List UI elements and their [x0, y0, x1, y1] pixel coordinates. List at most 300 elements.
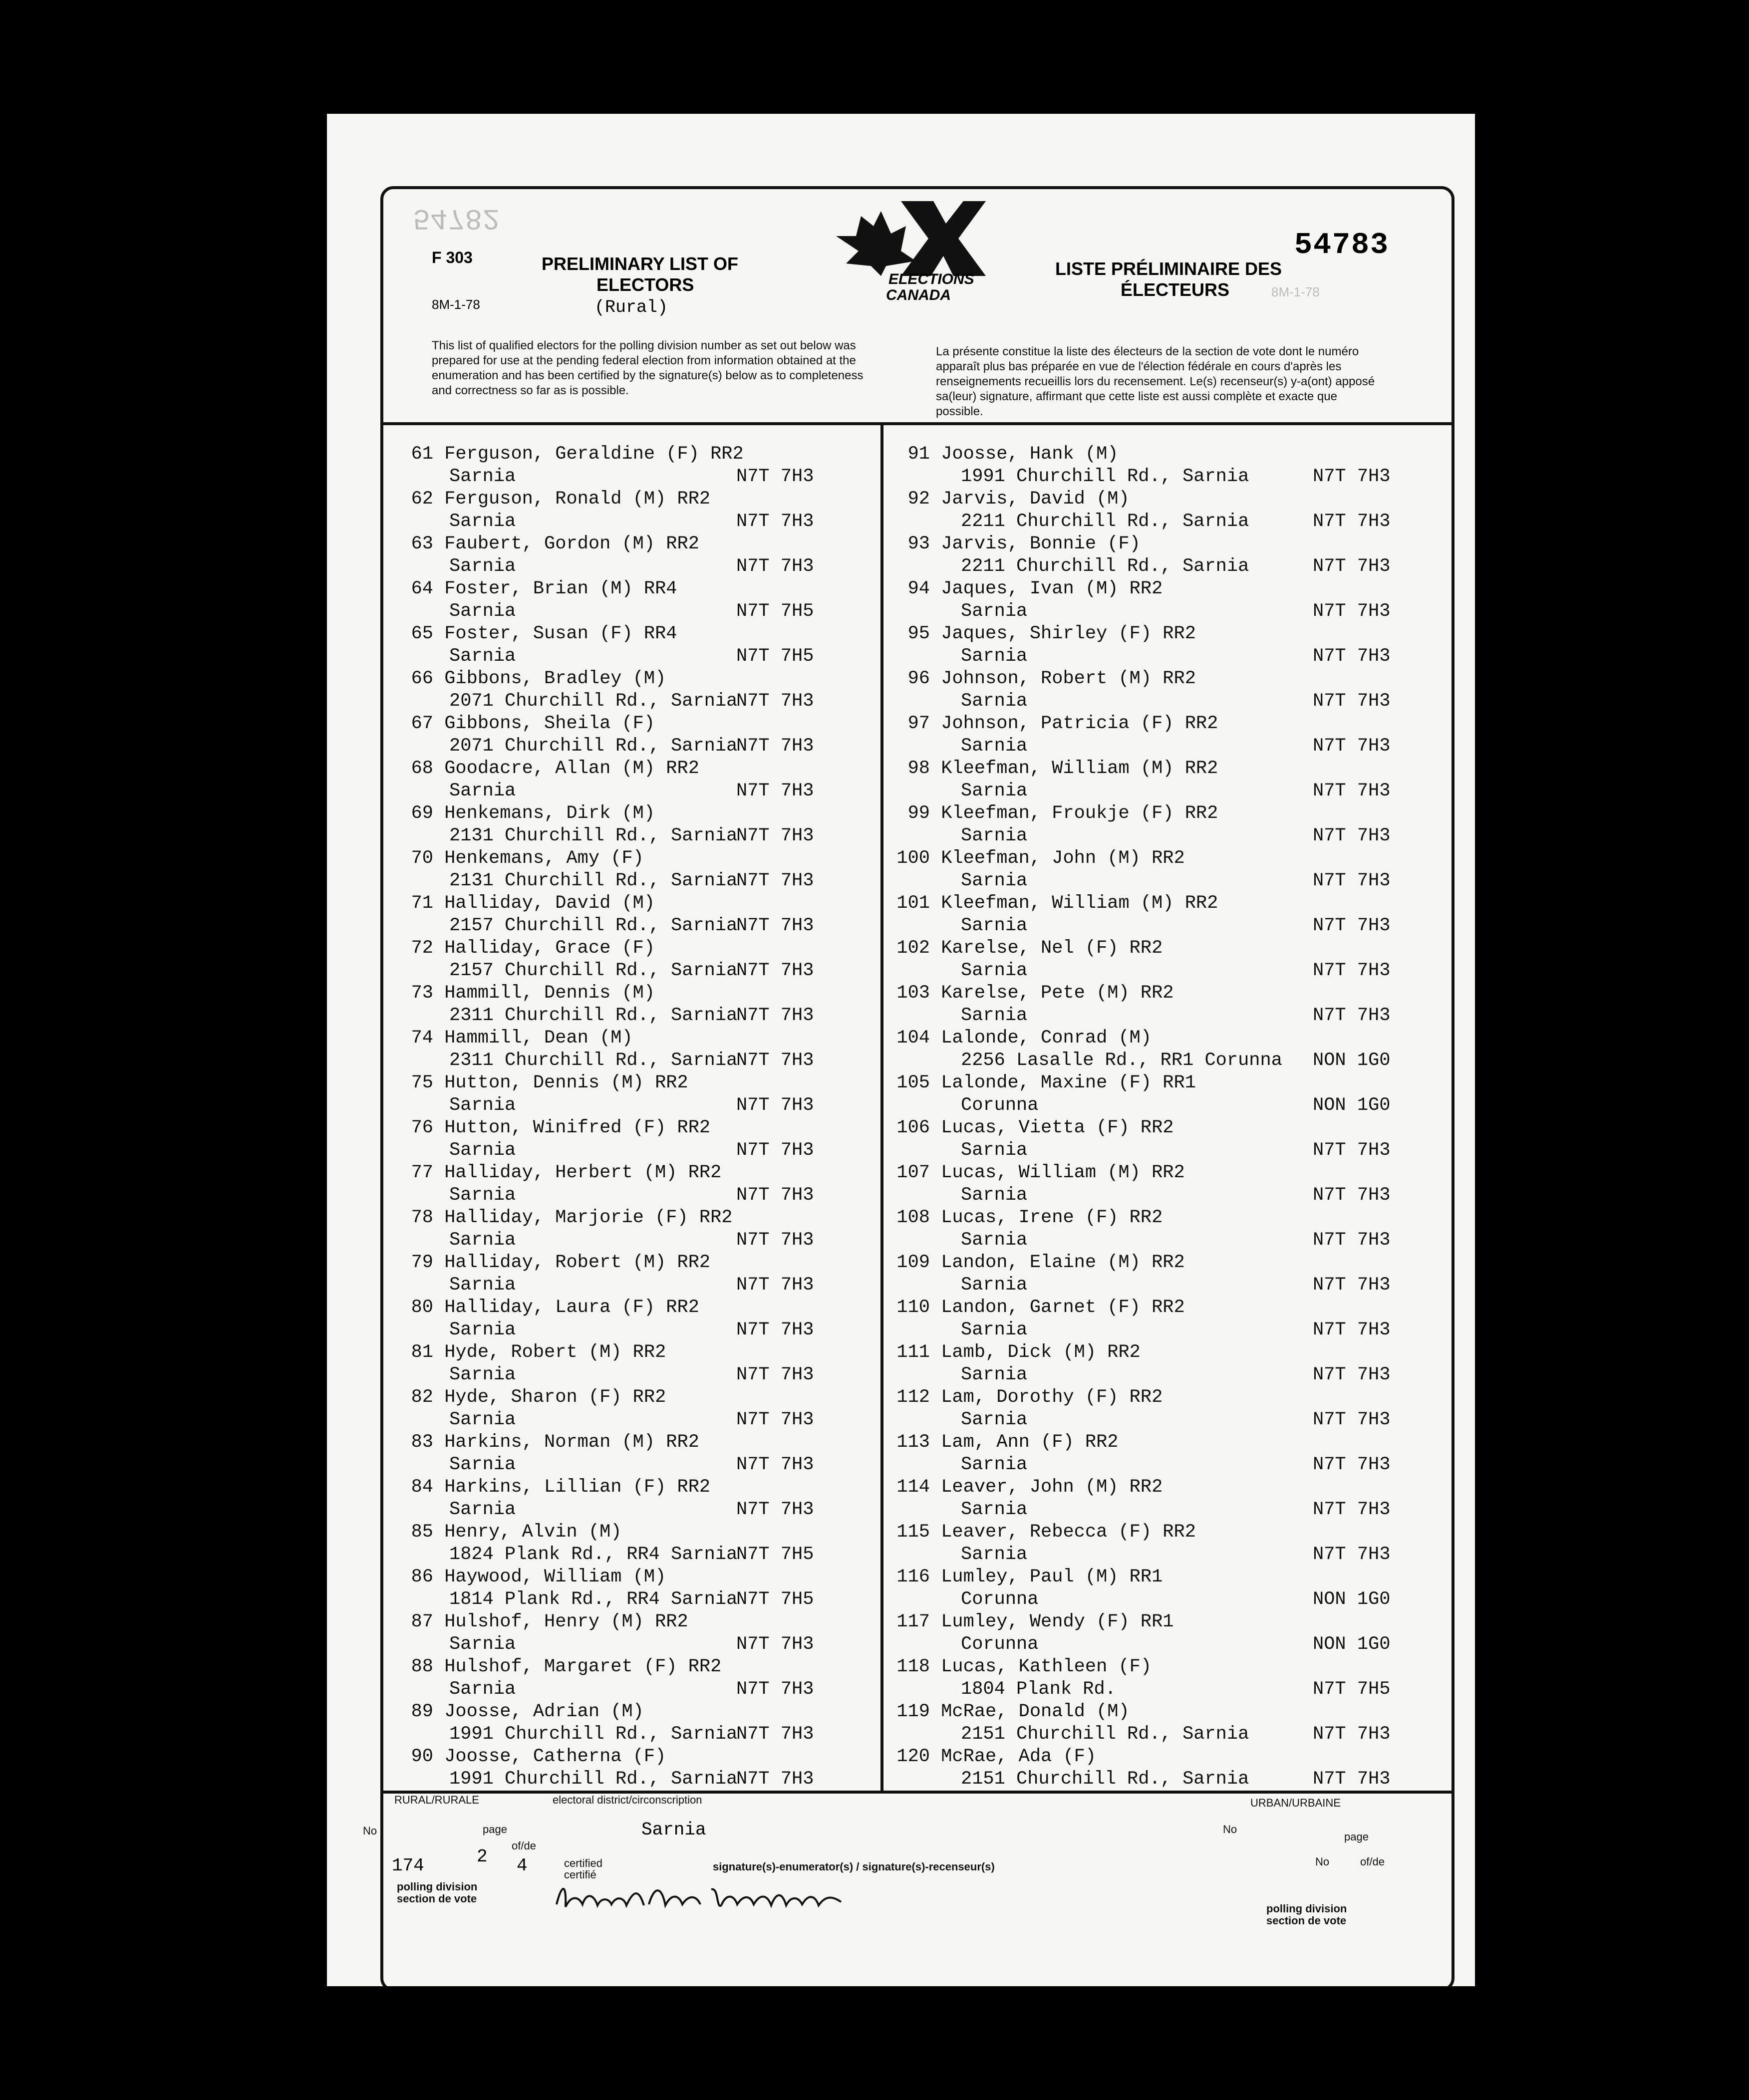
elector-number: 94	[907, 578, 930, 599]
elector-name: Henkemans, Dirk (M)	[444, 803, 655, 824]
elector-entry	[389, 1611, 836, 1656]
elector-address: Sarnia	[961, 960, 1028, 981]
of-label-left: of/de	[512, 1839, 536, 1852]
elector-name: Lucas, Irene (F) RR2	[941, 1207, 1163, 1228]
elector-address: 2256 Lasalle Rd., RR1 Corunna	[961, 1050, 1282, 1071]
elector-postal-code: N7T 7H5	[736, 646, 814, 667]
of-label-right: of/de	[1360, 1855, 1385, 1868]
elector-name: Hammill, Dennis (M)	[444, 983, 655, 1004]
elector-name: Johnson, Robert (M) RR2	[941, 668, 1196, 689]
elector-postal-code: NON 1G0	[1313, 1095, 1391, 1116]
elector-entry	[389, 892, 836, 937]
elector-address: 2151 Churchill Rd., Sarnia	[961, 1769, 1249, 1790]
elector-postal-code: N7T 7H3	[1313, 1140, 1391, 1161]
elector-address: Sarnia	[449, 511, 516, 532]
elector-address: Sarnia	[449, 1679, 516, 1700]
elector-postal-code: N7T 7H3	[1313, 646, 1391, 667]
elector-postal-code: N7T 7H3	[1313, 1724, 1391, 1745]
elector-number: 101	[896, 893, 930, 914]
elector-entry	[886, 1252, 1413, 1297]
elector-entry	[886, 668, 1413, 713]
elector-postal-code: N7T 7H3	[1313, 1769, 1391, 1790]
elector-address: 2157 Churchill Rd., Sarnia	[449, 915, 738, 936]
elector-address: Sarnia	[449, 601, 516, 622]
elector-postal-code: N7T 7H3	[736, 556, 814, 577]
elector-address: 2211 Churchill Rd., Sarnia	[961, 511, 1249, 532]
elector-number: 90	[411, 1746, 433, 1767]
elector-number: 67	[411, 713, 433, 734]
elector-postal-code: N7T 7H3	[736, 1769, 814, 1790]
form-date: 8M-1-78	[432, 297, 480, 312]
elector-address: Sarnia	[449, 1409, 516, 1430]
polling-division-value: 174	[392, 1855, 424, 1876]
elector-name: Halliday, Grace (F)	[444, 938, 655, 959]
elector-number: 85	[411, 1522, 433, 1543]
document-page	[327, 114, 1475, 1986]
elector-number: 119	[896, 1701, 930, 1722]
elector-number: 108	[896, 1207, 930, 1228]
elector-name: Leaver, Rebecca (F) RR2	[941, 1522, 1196, 1543]
elector-entry	[886, 1566, 1413, 1611]
no-label-right-2: No	[1315, 1855, 1330, 1868]
elector-postal-code: N7T 7H3	[1313, 736, 1391, 757]
elector-number: 72	[411, 938, 433, 959]
elector-number: 116	[896, 1567, 930, 1587]
elector-entry	[389, 623, 836, 668]
elector-name: Hyde, Robert (M) RR2	[444, 1342, 666, 1363]
elector-name: Halliday, Laura (F) RR2	[444, 1297, 699, 1318]
elector-address: Sarnia	[961, 691, 1028, 712]
elector-entry	[389, 1117, 836, 1162]
elector-number: 103	[896, 983, 930, 1004]
elector-address: Sarnia	[449, 1185, 516, 1206]
elector-name: Lam, Ann (F) RR2	[941, 1432, 1119, 1453]
elector-address: Sarnia	[449, 556, 516, 577]
elector-number: 110	[896, 1297, 930, 1318]
elector-entry	[886, 533, 1413, 578]
elector-name: Halliday, David (M)	[444, 893, 655, 914]
elector-entry	[389, 1386, 836, 1431]
elector-address: Sarnia	[449, 1095, 516, 1116]
elector-entry	[886, 758, 1413, 802]
elector-address: Sarnia	[961, 1005, 1028, 1026]
elector-entry	[886, 1746, 1413, 1791]
elector-address: 1991 Churchill Rd., Sarnia	[449, 1769, 738, 1790]
elector-name: Lalonde, Conrad (M)	[941, 1028, 1152, 1049]
elector-address: Sarnia	[961, 825, 1028, 846]
elector-postal-code: N7T 7H3	[736, 1275, 814, 1296]
elector-entry	[886, 1341, 1413, 1386]
elector-number: 84	[411, 1477, 433, 1498]
elector-postal-code: NON 1G0	[1313, 1050, 1391, 1071]
elector-address: Sarnia	[961, 1319, 1028, 1340]
elector-entry	[886, 1611, 1413, 1656]
serial-number: 54783	[1294, 229, 1390, 262]
elector-postal-code: N7T 7H3	[736, 1095, 814, 1116]
elector-number: 112	[896, 1387, 930, 1408]
elector-entry	[886, 1072, 1413, 1117]
elector-number: 91	[907, 444, 930, 465]
elector-name: Foster, Susan (F) RR4	[444, 623, 677, 644]
elector-number: 106	[896, 1117, 930, 1138]
elector-number: 68	[411, 758, 433, 779]
elector-entry	[389, 488, 836, 533]
elector-number: 89	[411, 1701, 433, 1722]
elector-postal-code: N7T 7H3	[1313, 1185, 1391, 1206]
elector-number: 70	[411, 848, 433, 869]
elector-entry	[886, 847, 1413, 892]
elector-name: Joosse, Hank (M)	[941, 444, 1119, 465]
page-label-right: page	[1344, 1831, 1369, 1843]
elector-name: Karelse, Nel (F) RR2	[941, 938, 1163, 959]
elector-entry	[389, 937, 836, 982]
elector-address: Sarnia	[449, 466, 516, 487]
elector-address: Sarnia	[961, 1185, 1028, 1206]
elector-number: 98	[907, 758, 930, 779]
elector-number: 74	[411, 1028, 433, 1049]
elector-name: Gibbons, Sheila (F)	[444, 713, 655, 734]
elector-entry	[886, 982, 1413, 1027]
elector-entry	[886, 578, 1413, 623]
elector-postal-code: N7T 7H3	[736, 1364, 814, 1385]
elector-postal-code: N7T 7H3	[736, 915, 814, 936]
elector-entry	[886, 443, 1413, 488]
elector-postal-code: N7T 7H3	[736, 1050, 814, 1071]
elector-address: 1804 Plank Rd.	[961, 1679, 1116, 1700]
elector-postal-code: N7T 7H3	[1313, 1275, 1391, 1296]
elector-entry	[886, 937, 1413, 982]
elector-address: Sarnia	[449, 1275, 516, 1296]
elector-entry	[389, 1162, 836, 1207]
elector-name: Henkemans, Amy (F)	[444, 848, 644, 869]
mirrored-serial: 54782	[413, 201, 500, 234]
elector-postal-code: N7T 7H3	[1313, 960, 1391, 981]
elector-entry	[389, 1072, 836, 1117]
elector-entry	[886, 1207, 1413, 1252]
elector-postal-code: N7T 7H5	[736, 1544, 814, 1565]
elector-name: Joosse, Adrian (M)	[444, 1701, 644, 1722]
elector-postal-code: N7T 7H3	[736, 1185, 814, 1206]
electors-left-column	[389, 114, 878, 1811]
elector-name: Lumley, Wendy (F) RR1	[941, 1611, 1174, 1632]
polling-label-right: polling division	[1266, 1902, 1347, 1915]
elector-postal-code: N7T 7H3	[1313, 556, 1391, 577]
elector-name: Harkins, Lillian (F) RR2	[444, 1477, 711, 1498]
elector-postal-code: N7T 7H5	[736, 1589, 814, 1610]
elector-entry	[389, 847, 836, 892]
elector-address: Sarnia	[961, 1544, 1028, 1565]
signature-label: signature(s)-enumerator(s) / signature(s)-recenseur(s)	[713, 1860, 995, 1873]
elector-address: Sarnia	[961, 1140, 1028, 1161]
elector-entry	[389, 1521, 836, 1566]
elector-postal-code: N7T 7H5	[1313, 1679, 1391, 1700]
elector-entry	[389, 533, 836, 578]
elector-address: Sarnia	[449, 1140, 516, 1161]
elector-address: 2131 Churchill Rd., Sarnia	[449, 870, 738, 891]
elector-number: 86	[411, 1567, 433, 1587]
intro-english: This list of qualified electors for the polling division number as set out below was prepared for use at the pending federal election from information obtained at the enumeration and has been certified by the signature(s) below as to completeness and correctness so far as is possible.	[432, 339, 864, 397]
elector-address: Sarnia	[961, 1364, 1028, 1385]
elector-name: Lam, Dorothy (F) RR2	[941, 1387, 1163, 1408]
elector-entry	[389, 1566, 836, 1611]
elector-number: 63	[411, 533, 433, 554]
elector-number: 81	[411, 1342, 433, 1363]
section-label-right: section de vote	[1266, 1914, 1347, 1927]
elector-name: Jarvis, Bonnie (F)	[941, 533, 1141, 554]
elector-postal-code: N7T 7H3	[736, 1005, 814, 1026]
elector-entry	[886, 623, 1413, 668]
elector-postal-code: N7T 7H3	[736, 1499, 814, 1520]
elector-number: 117	[896, 1611, 930, 1632]
elector-number: 115	[896, 1522, 930, 1543]
elector-entry	[389, 1207, 836, 1252]
elector-number: 92	[907, 489, 930, 510]
title-en-line1: PRELIMINARY LIST OF	[542, 254, 739, 274]
elector-address: 2131 Churchill Rd., Sarnia	[449, 825, 738, 846]
elector-entry	[389, 1297, 836, 1341]
elector-number: 75	[411, 1072, 433, 1093]
elector-entry	[886, 713, 1413, 758]
rural-label: RURAL/RURALE	[394, 1794, 479, 1806]
elector-address: Sarnia	[961, 601, 1028, 622]
elector-address: Sarnia	[449, 1319, 516, 1340]
elector-number: 80	[411, 1297, 433, 1318]
form-date-right: 8M-1-78	[1271, 284, 1320, 299]
section-label-left: section de vote	[397, 1892, 477, 1905]
elector-number: 78	[411, 1207, 433, 1228]
elector-entry	[389, 982, 836, 1027]
elector-name: Henry, Alvin (M)	[444, 1522, 622, 1543]
elector-name: Lucas, Vietta (F) RR2	[941, 1117, 1174, 1138]
polling-label-left: polling division	[397, 1880, 478, 1893]
elector-name: Hulshof, Margaret (F) RR2	[444, 1656, 722, 1677]
elector-postal-code: N7T 7H3	[736, 825, 814, 846]
elector-name: Hulshof, Henry (M) RR2	[444, 1611, 688, 1632]
elector-address: Sarnia	[449, 1364, 516, 1385]
elector-number: 105	[896, 1072, 930, 1093]
elector-entry	[886, 802, 1413, 847]
elector-address: Sarnia	[961, 870, 1028, 891]
elector-address: Sarnia	[961, 1230, 1028, 1251]
elector-name: Gibbons, Bradley (M)	[444, 668, 666, 689]
elector-postal-code: N7T 7H3	[1313, 1005, 1391, 1026]
elector-number: 87	[411, 1611, 433, 1632]
elector-address: 1814 Plank Rd., RR4 Sarnia	[449, 1589, 738, 1610]
elector-number: 95	[907, 623, 930, 644]
elector-entry	[389, 1656, 836, 1701]
elector-number: 62	[411, 489, 433, 510]
elector-postal-code: N7T 7H3	[736, 466, 814, 487]
elector-postal-code: N7T 7H3	[736, 1140, 814, 1161]
elector-postal-code: N7T 7H5	[736, 601, 814, 622]
elector-name: Kleefman, Froukje (F) RR2	[941, 803, 1218, 824]
logo-line2: CANADA	[886, 287, 951, 303]
elector-address: Sarnia	[961, 1409, 1028, 1430]
elector-entry	[389, 668, 836, 713]
elector-postal-code: N7T 7H3	[736, 870, 814, 891]
elector-address: 2071 Churchill Rd., Sarnia	[449, 691, 738, 712]
elector-postal-code: N7T 7H3	[736, 511, 814, 532]
elector-postal-code: N7T 7H3	[736, 736, 814, 757]
elector-number: 109	[896, 1252, 930, 1273]
elector-address: Sarnia	[449, 1230, 516, 1251]
elector-postal-code: N7T 7H3	[1313, 691, 1391, 712]
elector-name: Jarvis, David (M)	[941, 489, 1130, 510]
elector-number: 66	[411, 668, 433, 689]
elector-number: 76	[411, 1117, 433, 1138]
enumerator-signature	[552, 1874, 861, 1919]
elector-entry	[389, 758, 836, 802]
elector-address: Corunna	[961, 1095, 1039, 1116]
elector-number: 79	[411, 1252, 433, 1273]
title-fr-line1: LISTE PRÉLIMINAIRE DES	[1055, 259, 1282, 279]
elector-number: 99	[907, 803, 930, 824]
elector-entry	[389, 443, 836, 488]
elector-address: 1991 Churchill Rd., Sarnia	[961, 466, 1249, 487]
certified-label: certified	[564, 1857, 603, 1869]
elector-name: Halliday, Herbert (M) RR2	[444, 1162, 722, 1183]
district-label: electoral district/circonscription	[553, 1794, 702, 1806]
elector-postal-code: N7T 7H3	[736, 1634, 814, 1655]
elector-number: 65	[411, 623, 433, 644]
elector-address: 2071 Churchill Rd., Sarnia	[449, 736, 738, 757]
elector-address: 2157 Churchill Rd., Sarnia	[449, 960, 738, 981]
elector-name: Joosse, Catherna (F)	[444, 1746, 666, 1767]
elector-postal-code: N7T 7H3	[1313, 915, 1391, 936]
elector-name: Lamb, Dick (M) RR2	[941, 1342, 1141, 1363]
elector-postal-code: N7T 7H3	[736, 1319, 814, 1340]
elector-entry	[886, 1386, 1413, 1431]
elector-name: Kleefman, William (M) RR2	[941, 893, 1218, 914]
elector-number: 100	[896, 848, 930, 869]
elector-postal-code: NON 1G0	[1313, 1634, 1391, 1655]
title-fr-line2: ÉLECTEURS	[1121, 279, 1230, 300]
elector-name: Kleefman, William (M) RR2	[941, 758, 1218, 779]
intro-french: La présente constitue la liste des électeurs de la section de vote dont le numéro apparaît plus bas préparée en vue de l'élection fédérale en cours d'après les renseignements recueillis lors du recensement. Le(s) recenseur(s) y-a(ont) apposé sa(leur) signature, affirmant que cette liste est aussi complète et exacte que possible.	[936, 345, 1375, 418]
elector-address: Sarnia	[961, 736, 1028, 757]
elector-number: 102	[896, 938, 930, 959]
elector-entry	[389, 1746, 836, 1791]
elector-address: 2211 Churchill Rd., Sarnia	[961, 556, 1249, 577]
elector-name: Hutton, Dennis (M) RR2	[444, 1072, 688, 1093]
elector-entry	[886, 1701, 1413, 1746]
elector-address: Corunna	[961, 1589, 1039, 1610]
elector-entry	[886, 488, 1413, 533]
elector-entry	[886, 1162, 1413, 1207]
elector-address: Sarnia	[961, 1499, 1028, 1520]
elector-postal-code: N7T 7H3	[1313, 511, 1391, 532]
elector-name: Halliday, Marjorie (F) RR2	[444, 1207, 733, 1228]
elector-number: 104	[896, 1028, 930, 1049]
elector-postal-code: N7T 7H3	[1313, 825, 1391, 846]
no-label-left: No	[363, 1825, 377, 1837]
elector-number: 96	[907, 668, 930, 689]
elector-address: Sarnia	[449, 1634, 516, 1655]
form-number: F 303	[432, 249, 473, 266]
elector-number: 88	[411, 1656, 433, 1677]
elector-postal-code: N7T 7H3	[736, 960, 814, 981]
elector-name: Hutton, Winifred (F) RR2	[444, 1117, 711, 1138]
elector-entry	[389, 1431, 836, 1476]
elector-address: Sarnia	[961, 915, 1028, 936]
certifie-label: certifié	[564, 1868, 596, 1881]
elector-entry	[389, 802, 836, 847]
elector-postal-code: NON 1G0	[1313, 1589, 1391, 1610]
elector-number: 118	[896, 1656, 930, 1677]
elector-entry	[886, 1027, 1413, 1072]
elector-name: Lucas, William (M) RR2	[941, 1162, 1185, 1183]
elector-postal-code: N7T 7H3	[1313, 1454, 1391, 1475]
elector-name: Foster, Brian (M) RR4	[444, 578, 677, 599]
elector-name: McRae, Ada (F)	[941, 1746, 1097, 1767]
elector-postal-code: N7T 7H3	[1313, 466, 1391, 487]
elector-address: Sarnia	[961, 781, 1028, 801]
elector-number: 71	[411, 893, 433, 914]
elector-postal-code: N7T 7H3	[736, 781, 814, 801]
elector-number: 64	[411, 578, 433, 599]
elector-postal-code: N7T 7H3	[736, 1724, 814, 1745]
of-value: 4	[517, 1855, 528, 1876]
elector-name: Lucas, Kathleen (F)	[941, 1656, 1152, 1677]
elector-postal-code: N7T 7H3	[1313, 1230, 1391, 1251]
elector-number: 120	[896, 1746, 930, 1767]
elector-postal-code: N7T 7H3	[736, 691, 814, 712]
elector-entry	[389, 578, 836, 623]
title-en-line3: (Rural)	[594, 297, 668, 317]
elector-postal-code: N7T 7H3	[736, 1230, 814, 1251]
no-label-right: No	[1223, 1823, 1237, 1836]
elector-postal-code: N7T 7H3	[1313, 1319, 1391, 1340]
district-value: Sarnia	[641, 1820, 706, 1840]
elector-entry	[389, 713, 836, 758]
elector-name: Lumley, Paul (M) RR1	[941, 1567, 1163, 1587]
elector-entry	[389, 1252, 836, 1297]
elector-postal-code: N7T 7H3	[1313, 1409, 1391, 1430]
elector-number: 61	[411, 444, 433, 465]
elector-number: 113	[896, 1432, 930, 1453]
elector-entry	[886, 1117, 1413, 1162]
elector-entry	[389, 1476, 836, 1521]
elector-number: 114	[896, 1477, 930, 1498]
elector-number: 93	[907, 533, 930, 554]
elector-entry	[886, 1521, 1413, 1566]
elector-address: Sarnia	[449, 781, 516, 801]
elector-name: Landon, Garnet (F) RR2	[941, 1297, 1185, 1318]
elector-name: Ferguson, Geraldine (F) RR2	[444, 444, 744, 465]
elector-name: Lalonde, Maxine (F) RR1	[941, 1072, 1196, 1093]
elector-number: 97	[907, 713, 930, 734]
elector-name: Jaques, Shirley (F) RR2	[941, 623, 1196, 644]
electors-right-column	[886, 114, 1445, 1811]
elector-address: Sarnia	[961, 1275, 1028, 1296]
elector-number: 111	[896, 1342, 930, 1363]
elector-name: Halliday, Robert (M) RR2	[444, 1252, 711, 1273]
elector-address: 1824 Plank Rd., RR4 Sarnia	[449, 1544, 738, 1565]
elector-name: Landon, Elaine (M) RR2	[941, 1252, 1185, 1273]
elector-name: Haywood, William (M)	[444, 1567, 666, 1587]
elector-name: Hyde, Sharon (F) RR2	[444, 1387, 666, 1408]
elector-address: 1991 Churchill Rd., Sarnia	[449, 1724, 738, 1745]
elector-number: 83	[411, 1432, 433, 1453]
elector-number: 77	[411, 1162, 433, 1183]
elector-postal-code: N7T 7H3	[736, 1454, 814, 1475]
page-value: 2	[477, 1846, 488, 1867]
elector-entry	[389, 1701, 836, 1746]
elector-name: Karelse, Pete (M) RR2	[941, 983, 1174, 1004]
elector-name: McRae, Donald (M)	[941, 1701, 1130, 1722]
column-divider	[880, 422, 883, 1791]
elector-entry	[886, 1297, 1413, 1341]
